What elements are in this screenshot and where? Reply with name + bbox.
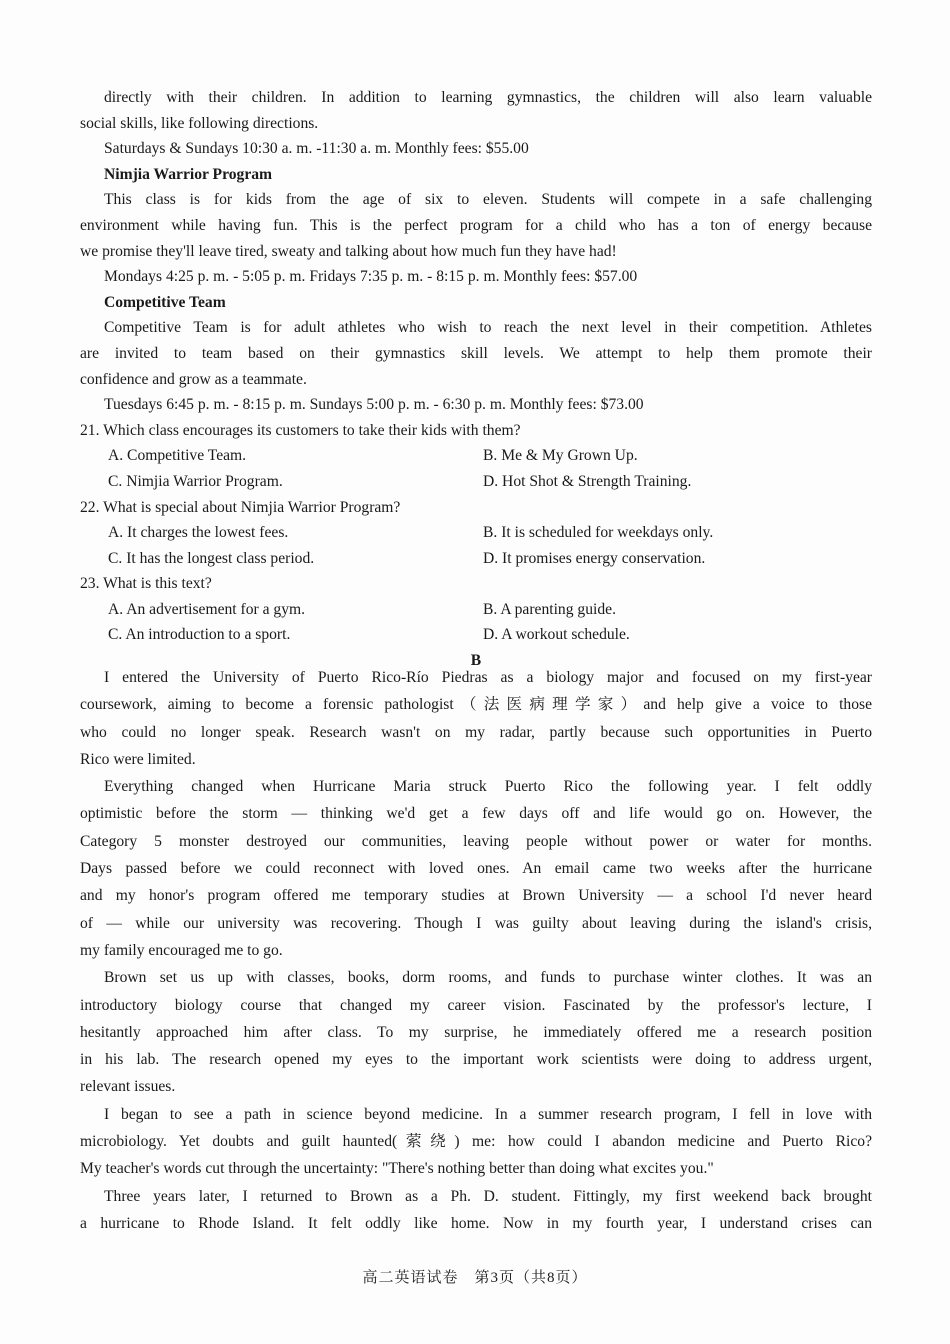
answer-option: B. Me & My Grown Up. [483, 447, 638, 465]
paragraph-line: confidence and grow as a teammate. [80, 370, 307, 388]
option-row [80, 546, 872, 572]
answer-option: B. A parenting guide. [483, 600, 616, 618]
program-title: Nimjia Warrior Program [104, 165, 273, 183]
paragraph-line: a hurricane to Rhode Island. It felt oddly like home. Now in my fourth year, I understand crises can [80, 1214, 872, 1232]
paragraph-line: Brown set us up with classes, books, dorm rooms, and funds to purchase winter clothes. It was an [104, 969, 872, 987]
paragraph-line: Category 5 monster destroyed our communities, leaving people without power or water for months. [80, 832, 872, 850]
paragraph-line: and my honor's program offered me temporary studies at Brown University — a school I'd never heard [80, 887, 872, 905]
answer-option: D. Hot Shot & Strength Training. [483, 472, 692, 490]
answer-option: D. It promises energy conservation. [483, 549, 706, 567]
page-footer: 高二英语试卷 第3页（共8页） [362, 1270, 588, 1286]
paragraph-line: directly with their children. In addition to learning gymnastics, the children will also learn valuable [104, 89, 872, 106]
option-row [80, 622, 872, 648]
schedule-line: Saturdays & Sundays 10:30 a. m. -11:30 a. m. Monthly fees: $55.00 [104, 140, 529, 158]
paragraph-line: relevant issues. [80, 1078, 176, 1096]
answer-option: B. It is scheduled for weekdays only. [483, 524, 714, 542]
paragraph-line: Rico were limited. [80, 750, 196, 768]
answer-option: C. Nimjia Warrior Program. [108, 472, 283, 490]
paragraph-line: of — while our university was recovering. Though I was guilty about leaving during the island's crisis, [80, 914, 872, 932]
question-stem: 23. What is this text? [80, 575, 212, 593]
paragraph-line: we promise they'll leave tired, sweaty and talking about how much fun they have had! [80, 242, 617, 260]
question-stem: 22. What is special about Nimjia Warrior Program? [80, 498, 401, 516]
paragraph-line: are invited to team based on their gymnastics skill levels. We attempt to help them promote their [80, 344, 872, 362]
paragraph-line: my family encouraged me to go. [80, 941, 283, 959]
paragraph-line: introductory biology course that changed my career vision. Fascinated by the professor's lecture, I [80, 996, 872, 1014]
schedule-line: Mondays 4:25 p. m. - 5:05 p. m. Fridays 7:35 p. m. - 8:15 p. m. Monthly fees: $57.00 [104, 268, 638, 286]
paragraph-line: in his lab. The research opened my eyes to the important work scientists were doing to address urgent, [80, 1051, 872, 1069]
paragraph-line: who could no longer speak. Research wasn't on my radar, partly because such opportunities in Puerto [80, 723, 872, 741]
paragraph-line: My teacher's words cut through the uncertainty: "There's nothing better than doing what excites you." [80, 1160, 714, 1178]
answer-option: D. A workout schedule. [483, 626, 630, 644]
option-row [80, 469, 872, 495]
paragraph-line: microbiology. Yet doubts and guilt haunted(萦绕) me: how could I abandon medicine and Puerto Rico? [80, 1133, 872, 1151]
answer-option: C. It has the longest class period. [108, 549, 315, 567]
option-row [80, 443, 872, 469]
question-stem: 21. Which class encourages its customers to take their kids with them? [80, 421, 521, 439]
paragraph-line: hesitantly approached him after class. To my surprise, he immediately offered me a research position [80, 1023, 872, 1041]
paragraph-line: I began to see a path in science beyond medicine. In a summer research program, I fell in love with [104, 1105, 872, 1123]
paragraph-line: Three years later, I returned to Brown as a Ph. D. student. Fittingly, my first weekend back brought [104, 1187, 872, 1205]
paragraph-line: coursework, aiming to become a forensic pathologist（法医病理学家）and help give a voice to those [80, 696, 872, 714]
answer-option: A. An advertisement for a gym. [108, 600, 306, 618]
paragraph-line: environment while having fun. This is the perfect program for a child who has a ton of energy because [80, 216, 872, 234]
paragraph-line: social skills, like following directions. [80, 114, 319, 132]
option-row [80, 520, 872, 546]
section-a-passage [80, 85, 872, 674]
section-b-label: B [470, 652, 482, 670]
paragraph-line: Everything changed when Hurricane Maria struck Puerto Rico the following year. I felt oddly [104, 778, 872, 796]
paragraph-line: Days passed before we could reconnect with loved ones. An email came two weeks after the hurricane [80, 860, 872, 878]
paragraph-line: This class is for kids from the age of six to eleven. Students will compete in a safe challenging [104, 191, 872, 209]
paragraph-line: optimistic before the storm — thinking we'd get a few days off and life would go on. However, the [80, 805, 872, 823]
schedule-line: Tuesdays 6:45 p. m. - 8:15 p. m. Sundays 5:00 p. m. - 6:30 p. m. Monthly fees: $73.00 [104, 396, 644, 414]
program-title: Competitive Team [104, 293, 226, 311]
section-b-passage [80, 664, 872, 1237]
paragraph-line: I entered the University of Puerto Rico-Río Piedras as a biology major and focused on my first-year [104, 669, 872, 686]
paragraph-line: Competitive Team is for adult athletes who wish to reach the next level in their competition. Athletes [104, 319, 872, 337]
answer-option: C. An introduction to a sport. [108, 626, 291, 644]
answer-option: A. It charges the lowest fees. [108, 524, 289, 542]
option-row [80, 597, 872, 623]
answer-option: A. Competitive Team. [108, 447, 247, 465]
